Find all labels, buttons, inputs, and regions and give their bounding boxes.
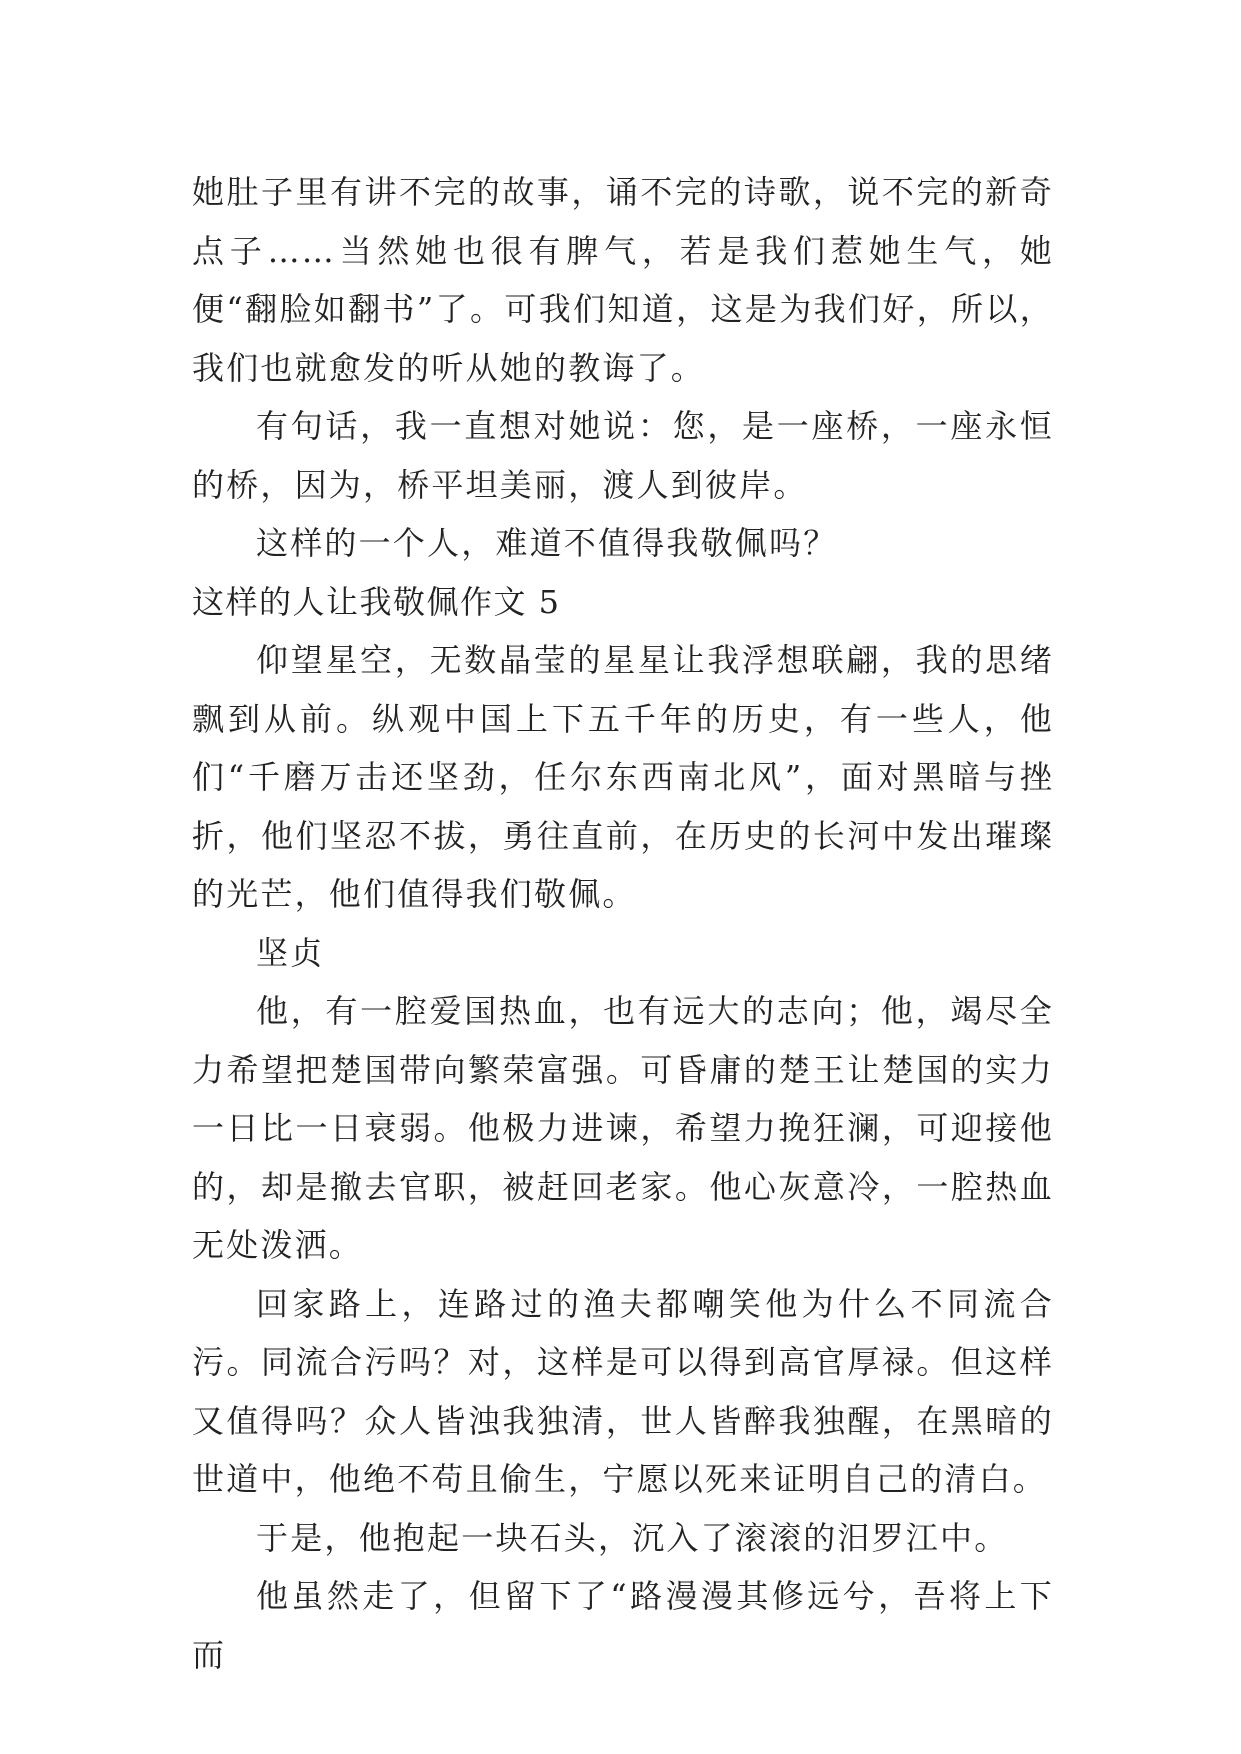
subheading: 坚贞 [256,933,325,972]
paragraph: 回家路上，连路过的渔夫都嘲笑他为什么不同流合污。同流合污吗？对，这样是可以得到高官厚禄。但这样又值得吗？众人皆浊我独清，世人皆醉我独醒，在黑暗的世道中，他绝不苟且偷生，宁愿以死来证明自己的清白。 [192,1284,1054,1498]
paragraph: 仰望星空，无数晶莹的星星让我浮想联翩，我的思绪飘到从前。纵观中国上下五千年的历史，有一些人，他们“千磨万击还坚劲，任尔东西南北风”，面对黑暗与挫折，他们坚忍不拔，勇往直前，在历史的长河中发出璀璨的光芒，他们值得我们敬佩。 [192,641,1054,913]
paragraph: 有句话，我一直想对她说：您，是一座桥，一座永恒的桥，因为，桥平坦美丽，渡人到彼岸。 [192,407,1054,504]
section-heading: 这样的人让我敬佩作文 5 [192,582,561,621]
paragraph: 于是，他抱起一块石头，沉入了滚滚的汨罗江中。 [256,1518,1009,1557]
paragraph: 这样的一个人，难道不值得我敬佩吗？ [256,524,838,562]
document-body [192,163,1054,1684]
paragraph: 他，有一腔爱国热血，也有远大的志向；他，竭尽全力希望把楚国带向繁荣富强。可昏庸的楚王让楚国的实力一日比一日衰弱。他极力进谏，希望力挽狂澜，可迎接他的，却是撤去官职，被赶回老家。他心灰意冷，一腔热血无处泼洒。 [192,992,1054,1264]
paragraph-truncated: 他虽然走了，但留下了“路漫漫其修远兮，吾将上下而 [192,1577,1054,1674]
paragraph-continued: 她肚子里有讲不完的故事，诵不完的诗歌，说不完的新奇点子……当然她也很有脾气，若是我们惹她生气，她便“翻脸如翻书”了。可我们知道，这是为我们好，所以，我们也就愈发的听从她的教诲了。 [192,173,1054,387]
